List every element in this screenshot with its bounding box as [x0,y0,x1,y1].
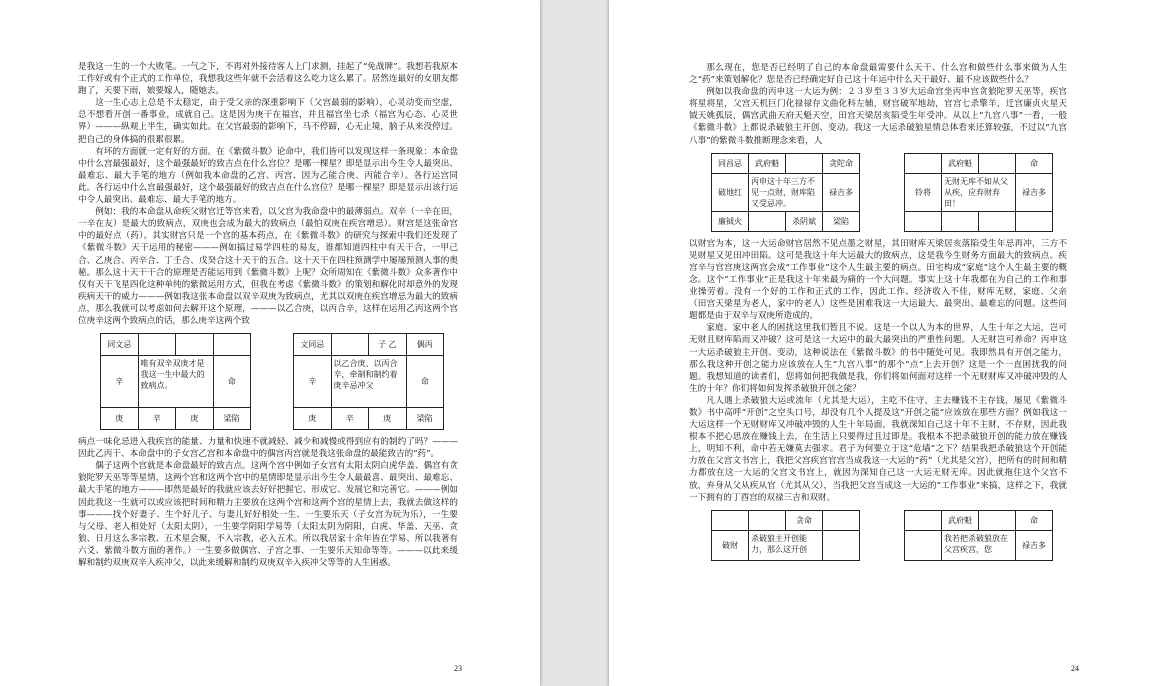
chart-cell: 庚 [101,408,139,430]
chart-cell: 辛 [294,356,332,408]
chart-center-note: 唯有双辛双庚才是我这一生中最大的致病点。 [139,356,214,408]
paragraph: 是我这一生的一个大败笔。一气之下，不再对外接待客人上门求测，挂起了“免战牌”。我想若我原本工作好或有个正式的工作单位，我想我这些年就不会活着这么吃力这么累了。居然连最好的女朋友都跑了，天要下雨，娘要嫁人，随她去。 [78,62,458,97]
chart-cell [176,334,214,356]
chart-cell: 命 [1016,154,1053,174]
page-left-content [78,61,458,569]
chart-cell: 子 乙 [369,334,407,356]
paragraph: 这一生心志上总是不太稳定，由于受父亲的深重影响下（父宫最弱的影响），心灵动变而空虚，总不想看开创一番事业，成就自己。这是因为庚干在福宫，并且福宫坐七杀（福宫为心态、心灵世界）———纵观上半生，确实如此。在父宫最弱的影响下，马不停蹄，心无止境，脑子从来没停过。把自己的身体搞的很累很累。 [78,98,458,145]
chart-cell: 同文忌 [101,334,139,356]
ziwei-chart [100,333,251,430]
chart-diagrams [100,333,444,430]
chart-center-note: 杀破狼主开创能力，那么这开创 [749,531,823,561]
chart-cell [823,531,860,561]
chart-cell [905,154,942,174]
chart-cell: 破财 [712,531,749,561]
paragraph: 家庭、家中老人的困扰这里我们暂且不说。这是一个以人为本的世界，人生十年之大运，岂可无财且财库陷而又冲破？这可是这一大运中的最大最突出的严重性问题。人无财岂可养命？丙申这一大运杀破狼主开创、变动，这种说法在《紫微斗数》的书中随处可见。我即然具有开创之能力，那么我这种开创之能力应该放在人生“九宫八事”的那个“点”上去开创？这是一个一直困扰我的问题。我想知道的读者们，您将如何把我做是我，你们将如何面对这样一个无财财库又冲破冲毁的人生的十年？你们将如何发挥杀破狼开创之能？ [689,323,1067,394]
paragraph: 有坏的方面就一定有好的方面。在《紫微斗数》论命中，我们皆可以发现这样一条现象：本命盘中什么宫最强最好，这个最强最好的致吉点在什么宫位？是哪一棵星？即是显示出今生令人最突出、最难忘、最大手笔的地方（例如我本命盘的乙宫、丙宫、因为乙能合庚、丙能合辛）。各行运宫同此。各行运中什么宫最强最好，这个最强最好的致吉点在什么宫位？是哪一棵星？即是显示出该行运中令人最突出、最难忘、最大手笔的地方。 [78,146,458,206]
chart-cell [712,511,749,531]
paragraph: 那么现在，您是否已经明了自己的本命盘最需要什么天干、什么宫和做些什么事来做为人生之“药”来策划解化？您是否已经确定好自己这十年运中什么天干最好、最不应该做些什么？ [689,63,1067,86]
paragraph: 病点一味化忌进入我疾宫的能量、力量和快速不就减轻、减少和减慢或得到应有的制约了吗？———因此乙丙干、本命盘中的子女宫乙宫和本命盘中的偶宫丙宫就是我这张命盘的最能致吉的“药”。 [78,437,458,460]
chart-cell: 铃将 [905,174,942,212]
page-right [609,0,1149,686]
chart-cell [139,334,177,356]
chart-cell: 梁陷 [407,408,445,430]
page-number: 24 [1071,664,1079,673]
paragraph: 以财官为本，这一大运命财官居然不见点墨之财星，其田财库天梁居亥落陷受生年忌再冲，三方不见财星又见田冲田陷。这可是我这十年大运最大的致病点，这是我今生财务方面最大的致病点。疾宫辛与官宫庚这两宫会成“工作事业”这个人生最主要的病点。田宅构成“家庭”这个人生最主要的概念。这个“工作事业”正是我这十年来最为痛的一个大问题。事实上这十年我都在为自己的工作和事业操劳着。没有一个好的工作和正式的工作，因此工作、经济收入不佳，财库无财，家庭、父亲（田宫天梁星为老人，家中的老人）这些是困难我这一大运最大、最突出、最难忘的问题。这些问题都是由于双辛与双庚所造成的。 [689,238,1067,322]
chart-cell [905,511,942,531]
chart-cell: 武府魁 [749,154,786,174]
paragraph: 例如：我的本命盘从命疾父财官迁等宫来看，以父宫为我命盘中的最薄弱点。双辛（一辛在田，一辛在友）是最大的致病点，双庚也会成为最大的致病点（最怕双庚在疾宫增忌）。财宫是这张命宫中的最好点（药）。其实财宫只是一个宫的基本药点，在《紫微斗数》的研究与探索中我们还发现了《紫微斗数》天干运用的秘密———例如搞过易学四柱的易友，谁都知道四柱中有天干合，一甲己合、乙庚合、丙辛合、丁壬合、戊癸合这十天干的五合。这十天干在四柱预测学中屡屡预测人事的奥秘。那么这十天干干合的原理是否能运用到《紫微斗数》上呢？众所周知在《紫微斗数》众多著作中仅有天干飞星四化这种单纯的紫微运用方式，但我在考虑《紫微斗数》的策划和解化时却意外的发现疾病天干的威力———例如我这张本命盘以双辛双庚为致病点，尤其以双庚在疾宫增忌为最大的致病点，那么我就可以考虑如何去解开这个原理，———以乙合庚，以丙合辛，这样在运用乙丙这两个宫位庚辛这两个致病点的话，那么庚辛这两个致 [78,207,458,326]
paragraph: 例如以我命盘的丙申这一大运为例：２３岁至３３岁大运命宫坐丙申宫贪狼陀罗天巫等，疾宫将星将星，父宫天机巨门化禄禄存文曲化科左辅，财宫破军地劫，官宫七杀擎羊，迁宫廉贞火星天钺天姚孤辰，偶宫武曲天府天魁天空，田宫天梁居亥陷受生年受冲。从以上“九宫八事”一看，一般《紫微斗数》上都说杀破狼主开创、变动。我这一大运杀破狼星情总体看来还算较强，不过以“九宫八事”的紫微斗数推断理念来看，人 [689,87,1067,146]
chart-cell [749,511,786,531]
chart-cell [749,212,786,232]
page-number: 23 [454,664,462,673]
chart-cell: 廉钺火 [712,212,749,232]
ziwei-chart [711,153,860,232]
chart-cell: 梁陷 [214,408,252,430]
chart-cell: 同昌忌 [712,154,749,174]
chart-cell: 禄吉多 [1016,531,1053,561]
chart-cell [905,531,942,561]
chart-diagrams [711,153,1053,232]
ziwei-chart [904,153,1053,232]
chart-cell: 命 [407,356,445,408]
chart-cell: 杀阴斌 [786,212,823,232]
chart-center-note: 无财无库不如从父从疾，应弃财弃田！ [942,174,1016,212]
chart-cell: 武府魁 [942,154,979,174]
chart-cell [905,212,942,232]
chart-cell: 命 [1016,511,1053,531]
chart-center-note: 我若把杀破狼放在父宫疾宫，您 [942,531,1016,561]
chart-cell: 破地红 [712,174,749,212]
chart-cell [214,334,252,356]
chart-cell: 文同忌 [294,334,332,356]
chart-cell [979,212,1016,232]
ziwei-chart [293,333,444,430]
paragraph: 凡人遇上杀破狼大运或流年（尤其是大运），主吃不住守，主去赚钱不主存钱，屡见《紫微斗数》书中高呼“开创”之空头口号，却没有几个人提及这“开创之能”应该放在那些方面？例如我这一大运这样一个无财财库又冲破冲毁的人生十年局面，我就深知自己这十年不主财，不存财，因此我根本不把心思放在赚钱上去，在生活上只要得过且过即是。我根本不把杀破狼开创的能力放在赚钱上，明知不利，命中若无嫌莫去强求。君子为何要立于这“危墙”之下？结果我把杀破狼这个开创能力放在父宫文书宫上，我把父宫疾宫官宫当成我这一大运的“药”（尤其是父宫），把所有的时间和精力都放在这一大运的父宫文书宫上，就因为深知自己这一大运无财无库。因此就拖住这个父宫不放，弃身从父从疾从官（尤其从父），当我把父宫当成这一大运的“工作事业”来搞，这样之下，我就一下拥有的丁酉宫的双禄三吉和双财。 [689,395,1067,503]
paragraph: 偶子这两个宫就是本命盘最好的致吉点。这两个宫中例如子女宫有太阳太阴白虎华盖、偶宫有贪狼陀罗天巫等等星情，这两个宫和这两个宫中的星情即是显示出今生令人最最喜、最突出、最难忘、最大手笔的地方———即然是最好的我就应该去好好把握它、形成它、发展它和完善它。———例如因此我这一生就可以或应该把时间和精力主要放在这两个宫和这两个宫的星情上去，我就去做这样的事———找个好妻子、生个好儿子、与妻儿好好相处一生、一生要乐天（子女宫为玩为乐），一生要与父母、老人相处好（太阳太阴），一生要学阴阳学易等（太阳太阴为阴阳，白虎、华盖、天巫、贪狼、日月这么多宗教、五术星会聚，不入宗教，必入五术。所以我居家十余年皆在学易、所以我著有六爻、紫微斗数方面的著作。）一生要多做偶宫、子宫之事、一生要乐天知命等等。———以此来缓解和制约双庚双辛入疾冲父，以此来缓解和制约双庚双辛入疾冲父等等的人生困惑。 [78,461,458,568]
chart-cell [332,334,370,356]
chart-diagrams [711,510,1053,561]
chart-cell: 命 [214,356,252,408]
ziwei-chart [711,510,860,561]
chart-cell: 梁陷 [823,212,860,232]
chart-cell: 贪命 [786,511,823,531]
chart-center-note: 以乙合庚、以丙合辛，牵制和制约着庚辛忌冲父 [332,356,407,408]
ziwei-chart [904,510,1053,561]
chart-cell [786,154,823,174]
chart-cell: 禄吉多 [1016,174,1053,212]
chart-cell [823,511,860,531]
chart-cell: 庚 [176,408,214,430]
chart-cell: 武府魁 [942,511,979,531]
chart-cell [979,154,1016,174]
chart-cell [979,511,1016,531]
page-left [0,0,540,686]
chart-cell: 辛 [332,408,370,430]
chart-cell: 禄吉多 [823,174,860,212]
chart-cell: 偶丙 [407,334,445,356]
page-right-content [689,62,1067,567]
chart-cell: 庚 [369,408,407,430]
chart-cell: 贪陀命 [823,154,860,174]
chart-cell: 庚 [294,408,332,430]
chart-center-note: 丙申这十年三方不见一点财，财库陷又受忌冲。 [749,174,823,212]
chart-cell: 辛 [101,356,139,408]
chart-cell [942,212,979,232]
page-gutter [540,0,609,686]
chart-cell [1016,212,1053,232]
chart-cell: 辛 [139,408,177,430]
